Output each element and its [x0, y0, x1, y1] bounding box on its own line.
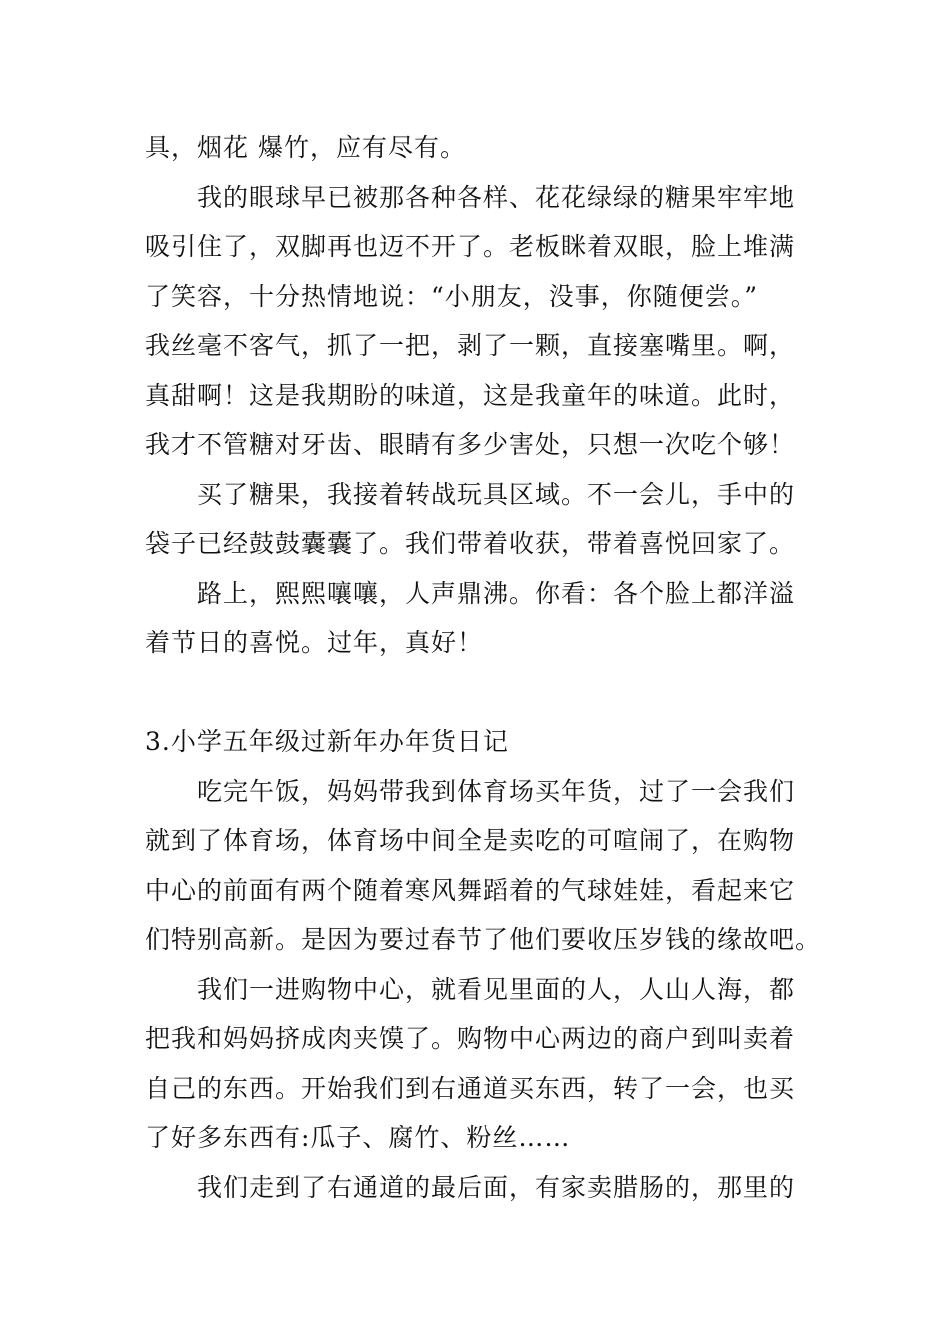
paragraph-line: 吃完午饭，妈妈带我到体育场买年货，过了一会我们 [197, 776, 796, 806]
paragraph-line: 着节日的喜悦。过年，真好！ [145, 628, 484, 657]
paragraph-line: 我们一进购物中心，就看见里面的人，人山人海，都 [197, 974, 796, 1004]
paragraph-line: 自己的东西。开始我们到右通道买东西，转了一会，也买 [145, 1073, 796, 1103]
paragraph-line: 我们走到了右通道的最后面，有家卖腊肠的，那里的 [197, 1172, 796, 1202]
section-heading: 3.小学五年级过新年办年货日记 [145, 727, 509, 756]
paragraph-line: 我的眼球早已被那各种各样、花花绿绿的糖果牢牢地 [197, 182, 796, 212]
paragraph-line: 就到了体育场，体育场中间全是卖吃的可喧闹了，在购物 [145, 826, 796, 855]
paragraph-line: 我丝毫不客气，抓了一把，剥了一颗，直接塞嘴里。啊， [145, 331, 796, 360]
paragraph-line: 具，烟花 爆竹，应有尽有。 [145, 133, 466, 162]
paragraph-line: 吸引住了，双脚再也迈不开了。老板眯着双眼，脸上堆满 [145, 232, 796, 261]
paragraph-line: 了笑容，十分热情地说：“小朋友，没事，你随便尝。” [145, 281, 759, 311]
paragraph-line: 们特别高新。是因为要过春节了他们要收压岁钱的缘故吧。 [145, 925, 822, 954]
paragraph-line: 真甜啊！这是我期盼的味道，这是我童年的味道。此时， [145, 380, 796, 410]
paragraph-line: 袋子已经鼓鼓囊囊了。我们带着收获，带着喜悦回家了。 [145, 529, 796, 558]
document-body [145, 123, 822, 1212]
section-gap [145, 668, 810, 718]
paragraph-line: 我才不管糖对牙齿、眼睛有多少害处，只想一次吃个够！ [145, 430, 796, 459]
paragraph-line: 买了糖果，我接着转战玩具区域。不一会儿，手中的 [197, 479, 796, 509]
paragraph-line: 路上，熙熙嚷嚷，人声鼎沸。你看：各个脸上都洋溢 [197, 578, 796, 608]
paragraph-line: 中心的前面有两个随着寒风舞蹈着的气球娃娃，看起来它 [145, 875, 796, 905]
paragraph-line: 把我和妈妈挤成肉夹馍了。购物中心两边的商户到叫卖着 [145, 1024, 796, 1053]
paragraph-line: 了好多东西有:瓜子、腐竹、粉丝…… [145, 1123, 571, 1152]
